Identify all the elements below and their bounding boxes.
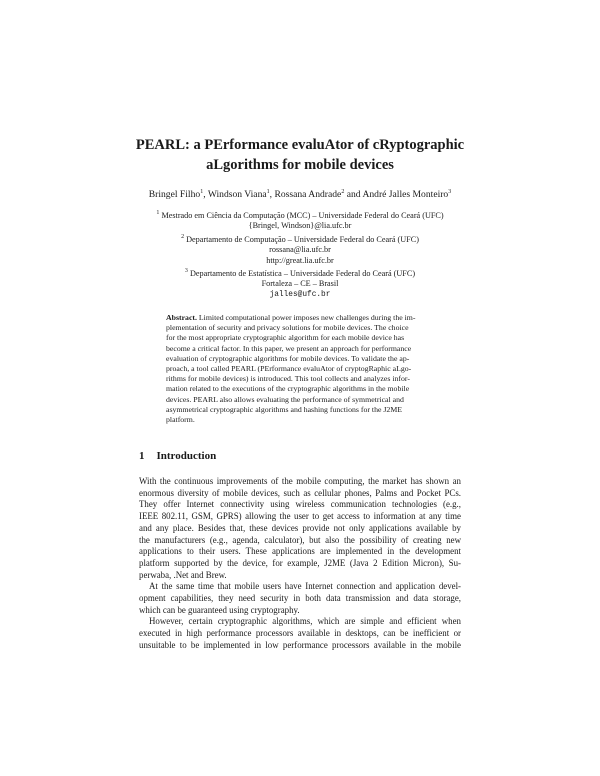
body-line: applications to their users. These applications are implemented in the development (139, 546, 461, 557)
body-line: With the continuous improvements of the mobile computing, the market has shown an (139, 476, 461, 486)
author-name: Rossana Andrade (274, 189, 342, 200)
author-name: Bringel Filho (148, 189, 201, 200)
author-list: Bringel Filho$^1$, Windson Viana$^1$, Rossana Andrade$^2$ and André Jalles Monteiro$^3$ (148, 189, 452, 200)
title-line-2: aLgorithms for mobile devices (206, 157, 394, 173)
author-affiliation-marker: 1 (266, 189, 270, 195)
affiliation-text: Departamento de Computação – Universidade Federal do Ceará (UFC) (186, 234, 419, 244)
affiliation-marker: 3 (184, 268, 188, 275)
affiliations (110, 208, 490, 300)
body-line: the manufacturers (e.g., agenda, calculator), but also the possibility of creating new (139, 534, 461, 545)
body-line: opment capabilities, they need security in both data transmission and data storage, (139, 593, 461, 604)
affiliation-1-email: {Bringel, Windson}@lia.ufc.br (248, 221, 352, 231)
body-line: unsuitable to be implemented in low performance processors available in the mobile (139, 639, 461, 650)
author-affiliation-marker: 1 (200, 189, 204, 195)
abstract (166, 313, 434, 425)
abstract-line: plementation of security and privacy solutions for mobile devices. The choice (166, 323, 409, 333)
affiliation-1 (110, 208, 490, 221)
author-name: André Jalles Monteiro (362, 189, 449, 200)
paper-title (100, 135, 500, 175)
body-line: and any place. Besides that, these devices provide not only applications available by (139, 522, 461, 533)
affiliation-marker: 1 (156, 210, 160, 216)
title-line-1: PEARL: a PErformance evaluAtor of cRyptographic (135, 137, 465, 153)
abstract-line: evaluation of cryptographic algorithms for mobile devices. To validate the ap- (166, 353, 410, 363)
affiliation-3 (110, 266, 490, 279)
body-line: However, certain cryptographic algorithms, which are simple and efficient when (149, 616, 461, 627)
abstract-line (166, 313, 434, 323)
abstract-line: mation related to the executions of the cryptographic algorithms in the mobile (166, 384, 410, 394)
abstract-label: Abstract. (166, 313, 197, 322)
section-heading (139, 450, 216, 462)
abstract-line: proach, a tool called PEARL (PErformance evaluAtor of cryptogRaphic aLgo- (166, 364, 412, 374)
abstract-text: Limited computational power imposes new challenges during the im- (198, 313, 416, 322)
author-name: Windson Viana (207, 189, 267, 200)
affiliation-text: Mestrado em Ciência da Computação (MCC) – Universidade Federal do Ceará (UFC) (161, 211, 444, 220)
affiliation-text: Departamento de Estatística – Universidade Federal do Ceará (UFC) (189, 269, 416, 279)
affiliation-marker: 2 (181, 233, 185, 240)
body-line: perwaba, .Net and Brew. (139, 569, 227, 580)
abstract-line: become a critical factor. In this paper, we present an approach for performance (166, 343, 412, 353)
author-affiliation-marker: 2 (341, 189, 345, 195)
affiliation-3-city: Fortaleza – CE – Brasil (261, 279, 339, 289)
abstract-line: for the most appropriate cryptographic algorithm for each mobile device has (166, 333, 405, 343)
body-line: At the same time that mobile users have Internet connection and application devel- (149, 581, 461, 592)
affiliation-2-email: rossana@lia.ufc.br (269, 245, 331, 255)
body-line: enormous diversity of mobile devices, such as cellular phones, Palms and Pocket PCs. (139, 487, 461, 498)
abstract-line: rithms for mobile devices) is introduced. This tool collects and analyzes infor- (166, 374, 410, 384)
body-line: platform supported by the device, for example, J2ME (Java 2 Edition Micron), Su- (139, 557, 461, 568)
abstract-line: devices. PEARL also allows evaluating the performance of symmetrical and (166, 394, 404, 404)
body-line: which can be guaranteed using cryptography. (139, 604, 300, 615)
body-text (139, 476, 461, 652)
section-number: 1 (139, 450, 145, 462)
body-line: executed in high performance processors available in desktops, can be inefficient or (139, 628, 461, 639)
affiliation-3-email: jalles@ufc.br (269, 290, 331, 299)
affiliation-2-url: http://great.lia.ufc.br (266, 255, 334, 265)
body-line: IEEE 802.11, GSM, GPRS) allowing the user to get access to information at any time (139, 511, 461, 522)
affiliation-2 (110, 232, 490, 245)
abstract-line: asymmetrical cryptographic algorithms and hashing functions for the J2ME (166, 404, 403, 414)
abstract-line: platform. (166, 415, 195, 425)
body-line: They offer Internet connectivity using wireless communication technologies (e.g., (139, 499, 461, 510)
author-affiliation-marker: 3 (448, 189, 452, 195)
section-title: Introduction (156, 450, 217, 462)
